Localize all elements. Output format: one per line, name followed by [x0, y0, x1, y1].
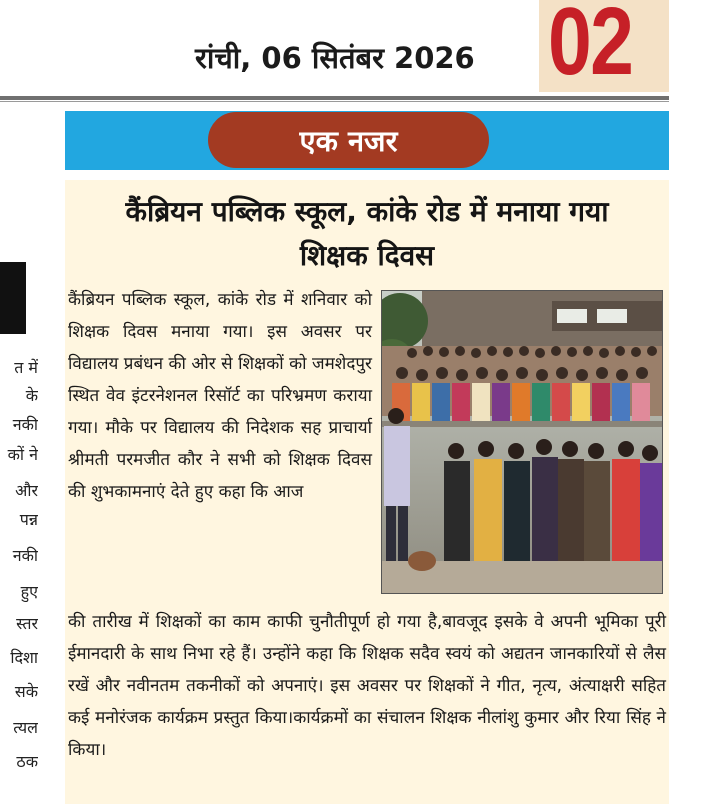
page-number: 02 [548, 0, 633, 95]
article-paragraph-left: कैंब्रियन पब्लिक स्कूल, कांके रोड में शनिवार को शिक्षक दिवस मनाया गया। इस अवसर पर विद्यालय प्रबंधन की ओर से शिक्षकों को जमशेदपुर स्थित वेव इंटरनेशनल रिसॉर्ट का परिभ्रमण कराया गया। मौके पर विद्यालय की निदेशक सह प्राचार्या श्रीमती परमजीत कौर ने सभी को शिक्षक दिवस की शुभकामनाएं देते हुए कहा कि आज [68, 290, 372, 502]
neighbor-line: ठक [16, 752, 38, 771]
cut-off-headline-glyph [0, 262, 26, 334]
article-paragraph-full: की तारीख में शिक्षकों का काम काफी चुनौतीपूर्ण हो गया है,बावजूद इसके वे अपनी भूमिका पूरी ईमानदारी के साथ निभा रहे हैं। उन्होंने कहा कि शिक्षक सदैव स्वयं को अद्यतन जानकारियों से लैस रखें और नवीनतम तकनीकों को अपनाएं। इस अवसर पर शिक्षकों ने गीत, नृत्य, अंत्याक्षरी सहित कई मनोरंजक कार्यक्रम प्रस्तुत किया।कार्यक्रमों का संचालन शिक्षक नीलांशु कुमार और रिया सिंह ने किया। [68, 612, 666, 760]
neighbor-line: पन्न [19, 510, 38, 529]
neighbor-line: और [15, 481, 38, 500]
neighbor-line: के [25, 386, 38, 405]
headline-line-2: शिक्षक दिवस [299, 239, 435, 272]
header-rule [0, 96, 669, 100]
dateline: रांची, 06 सितंबर 2026 [195, 41, 475, 75]
neighbor-line: स्तर [16, 614, 38, 633]
neighbor-line: दिशा [10, 648, 38, 667]
neighbor-line: कों ने [7, 445, 38, 464]
section-title: एक नजर [208, 112, 489, 168]
group-photo [381, 290, 663, 594]
article-headline [65, 190, 669, 278]
neighbor-line: हुए [20, 582, 38, 601]
neighbor-line: त में [14, 358, 38, 377]
headline-line-1: कैंब्रियन पब्लिक स्कूल, कांके रोड में मनाया गया [125, 195, 609, 228]
neighbor-line: सके [14, 682, 38, 701]
neighbor-line: नकी [12, 415, 38, 434]
neighbor-line: नकी [12, 546, 38, 565]
header-rule-thin [0, 101, 669, 102]
neighbor-line: त्यल [13, 718, 38, 737]
